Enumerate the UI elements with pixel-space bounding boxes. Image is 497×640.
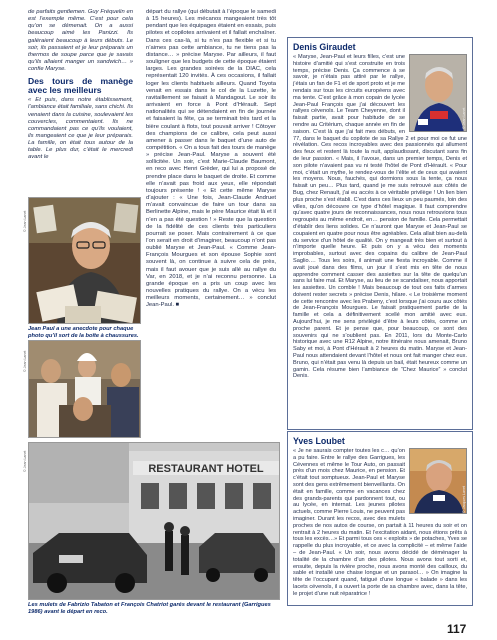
photo-vintage-group-credit: © Jean Lanet: [23, 350, 27, 372]
denis-giraudet-credit: © Jean Lanet: [462, 107, 466, 129]
photo-restaurant-caption: Les mulets de Fabrizio Tabaton et François Chatriot garés devant le restaurant (Garrigues 1986) avant le départ en reco.: [28, 602, 271, 615]
page-number: 117: [447, 622, 467, 636]
photo-vintage-group-image: [29, 341, 141, 438]
sidebar-yves-loubet: [287, 431, 473, 606]
column-2: [146, 9, 276, 310]
sidebar-text: « Je ne saurais compter toutes les c… qu’on a pu faire. Entre le rallye des Garrigues, les Cévennes et même le Tour Auto, on passait près d’un mois chez Maurice, en pension. Et c’était tout somptueux. Jean-Paul et Maryse sont des gens extrêmement bienveillants. On était en famille, comme en vacances chez des grands-parents qui pardonnent tout, ou au lycée, en internat. Les jeunes pilotes actuels, comme Pierre Louis, ne peuvent pas imaginer. Durant les recos, avec des mulets proches de nos autos de course, on partait à 11 heures du soir et on rentrait à 2 heures du matin. Et l’excitation aidant, nous étions prêts à tous les excès…» Et parmi tous ces « exploits » de potaches, Yves se rappelle du plus incroyable, et ce avec la complicité – et même l’aide – de Jean-Paul. « Un soir, nous avons décidé de déménager la totalité de la chambre d’un des pilotes. Nous avons tout sorti et, ensuite, depuis la rivière proche, nous avons monté des cailloux, du sable et installé une chaise longue et un parasol… » On imagine la tête de l’occupant quand, fatigué d’une longue « balade » dans les lacets cévenols, il a ouvert la porte de sa chambre avec, dans la tête, le projet d’une nuit réparatrice !: [293, 448, 467, 597]
yves-loubet-portrait: [409, 448, 467, 514]
yves-loubet-credit: © Jacques Lanet: [462, 485, 466, 513]
section-subhead: Des tours de manège avec les meilleurs: [28, 76, 133, 95]
photo-restaurant-image: [29, 443, 280, 600]
photo-jean-paul-credit: © Jean Lanet: [23, 210, 27, 232]
photo-restaurant-credit: © Jean Lanet: [23, 450, 27, 472]
column-1: [28, 9, 133, 162]
sidebar-title: Yves Loubet: [293, 436, 345, 446]
restaurant-sign: RESTAURANT HOTEL: [148, 463, 264, 475]
column-2-body: départ du rallye (qui débutait à l’époque le samedi à 15 heures). Les mécanos mangeaient très tôt pendant que les équipages étaient en essais, puis pilotes et copilotes arrivaient et il fallait enchaîner. Dans ces cas-là, si tu n’es pas flexible et si tu n’aimes pas cette ambiance, tu ne tiens pas la distance… » précise Maryse. Par ailleurs, il faut souligner que les budgets de cette époque étaient larges. Les grandes soirées de la DIAC, cela représentait 120 invités. À ces occasions, il fallait loger les clients habituels ailleurs. Quand Toyota venait en essais dans le col de la Luzette, le ravitaillement se faisait à Mandagout. Le soir ils arrivaient en force à Pont d’Hérault. Sept nationalités qui se détendaient en fin de journée et faisaient la fête, ça se terminait très tard et la bière coulant à flots, tout pouvait arriver ! Côtoyer des champions de ce calibre, cela peut aussi amener à passer dans le baquet d’une auto de compétition. « On a tous fait des tours de manège » précise Jean-Paul. Maryse a souvent été sollicitée. Un soir, c’est Marie-Claude Baumont, en reco avec Henri Grèder, qui lui a proposé de prendre place dans le baquet de droite. Et comme elle n’avait pas froid aux yeux, elle répondait toujours présente ! « Et cette même Maryse d’ajouter : « Une fois, Jean-Claude Andruet m’avait convaincue de faire un tour dans sa Berlinette Alpine, mais le père Maurice était là et il n’en a pas été question ! » Reste que la question de la fidélité de ces clients très particuliers pourrait se poser. Mais contrairement à ce que l’on serait en droit d’imaginer, beaucoup n’ont pas oublié Maryse et Jean-Paul. « Comme Jean-François Mourgues et son épouse Sophie sont souvent là, on continue à suivre cela de près, mais il faut avouer que je suis allé au rallye du Var, en 2018, et je n’ai reconnu personne. La grande époque en a pris un coup avec les nouvelles pratiques du rallye. On a vécu les meilleurs moments, certainement… » conclut Jean-Paul. ■: [146, 9, 276, 309]
sidebar-denis-giraudet: [287, 37, 473, 430]
photo-restaurant: [28, 442, 280, 600]
sidebar-text: « Maryse, Jean-Paul et leurs filles, c’est une histoire d’amitié qui s’est construite en trois temps, précise Denis. Ça commence à se savoir, je n’étais pas attiré par le rallye, j’étais un fan de F1 et de sport proto et je me rendais sur tous les circuits européens avec ma tente. C’est grâce à mon copain de lycée Jean-Paul François que j’ai découvert les rallyes cévenols. Le Team Cheyenne, dont il faisait partie, avait pour habitude de se rendre au Critérium, chaque année en fin de saison. C’est là que j’ai fait mes débuts, en 77, dans le baquet du copilote de sa Rallye 2 et pour moi ce fut une révélation. Ces recos incroyables avec des passionnés qui allument des feux et restent là toute la nuit, applaudissant, discutant sans fin de leur passion. « Mais, il l’avoue, dans un premier temps, Denis et son pilote n’avaient pas vu ni testé l’hôtel de Pont d’Hérault. « Pour moi, c’était un mythe, le rendez-vous de l’élite et de ceux qui avaient les moyens. Nous, fauchés, qui dormions sous la tente, ça nous faisait un peu… Plus tard, quand je me suis retrouvé aux côtés de Bug, chez Renault, j’ai eu accès à ce véritable privilège ! Un lien bien plus proche s’est établi. C’est dans ces lieux un peu paumés, loin des villes, qu’on découvre ce type d’hôtel magique. Il faut comprendre qu’avec quatre jours de reconnaissances, nous nous retrouvions tous regroupés au même endroit, en… pension de famille. Cela permettait d’établir des liens solides. Ce n’auront que Maryse et Jean-Paul se coupaient en quatre pour nous être agréables. Cela allait bien au-delà du service d’un hôtel de qualité. On y mangeait très bien et surtout à n’importe quelle heure. Et puis on y a vécu des moments improbables, surtout avec des copains du calibre de Jean-Paul Saglio…. Tous les soirs, il animait une fiesta incroyable. Comme il avait joué dans des films, un jour il s’est mis en tête de nous apprendre comment casser des assiettes sur la tête de quelqu’un sans lui faire mal. Et Maryse, au lieu de se scandaliser, nous apportait les assiettes. Un comble ! Mais beaucoup de tout ces faits d’armes doivent rester secrets » précise Denis, hilare. « Le troisième moment de cette rencontre avec les Prabeny, c’est lorsque j’ai couru aux côtés de Jean-François Mourgues. Le faisait pratiquement partie de la famille et cela a définitivement scellé mon amitié avec eux. Aujourd’hui, je me sens privilégié d’être à leurs côtés, comme un proche parent. Et je pense que, pour beaucoup, ce sont des souvenirs qui ne s’oublient pas. En 2011, lors du Monte-Carlo historique avec une R12 Alpine, notre itinéraire nous amenait, Bruno Saby et moi, à Pont d’Hérault à 2 heures du matin. Maryse et Jean-Paul nous attendaient devant l’hôtel et nous ont fait manger chez eux. Bruno, qui n’était pas venu là depuis un bail, était heureux comme un gamin. Cela résume bien l’ambiance de “Chez Maurice” » conclut Denis.: [293, 54, 467, 380]
denis-giraudet-portrait: [409, 54, 467, 132]
denis-giraudet-photo: [410, 55, 467, 132]
photo-jean-paul-caption: Jean Paul a une anecdote pour chaque photo qu’il sort de la boîte à chaussures.: [28, 326, 139, 339]
photo-vintage-group: [28, 340, 141, 438]
column-1-body: « Et puis, dans notre établissement, l’ambiance était familiale, sans chichi. Ils venaient dans la cuisine, soulevaient les couvercles, commentaient. Ils ne commandaient pas ce qu’ils voulaient, ils mangeaient ce que je leur préparais. La famille, on était tous autour de la table. Le plus dur, c’était le mercredi avant le: [28, 97, 133, 161]
yves-loubet-photo: [410, 449, 467, 514]
photo-jean-paul-image: [29, 198, 141, 324]
sidebar-title: Denis Giraudet: [293, 42, 356, 52]
column-1-intro: de parfaits gentlemen. Guy Fréquelin en est l’exemple même. C’est pour cela qu’on se démenait. On a aussi beaucoup aimé les Panizzi. Ils galéraient beaucoup à leurs débuts. Le soir, ils passaient et je leur préparais un thermos de soupe parce que je savais qu’ils allaient manger un sandwich… » confie Maryse.: [28, 9, 133, 73]
photo-jean-paul: [28, 197, 141, 324]
